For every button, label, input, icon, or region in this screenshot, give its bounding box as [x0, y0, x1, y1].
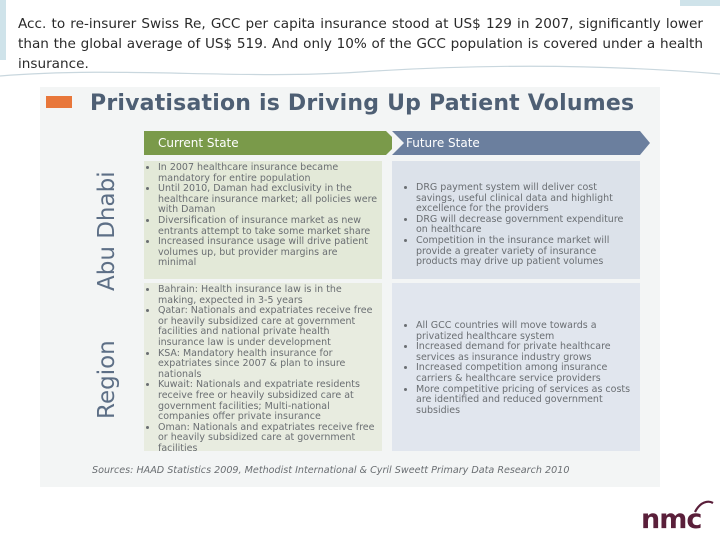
abu-dhabi-future-cell	[392, 161, 640, 279]
region-current-cell	[144, 283, 382, 454]
region-future-cell	[392, 283, 640, 451]
intro-paragraph: Acc. to re-insurer Swiss Re, GCC per capita insurance stood at US$ 129 in 2007, significantly lower than the global average of US$ 519. And only 10% of the GCC population is covered under a health insurance.	[18, 16, 703, 72]
list-item: • Competition in the insurance market will provide a greater variety of insurance products may drive up patient volumes	[416, 236, 634, 268]
list-item: • Diversification of insurance market as new entrants attempt to take some market share	[158, 216, 378, 237]
list-item: • More competitive pricing of services as costs are identified and reduced government subsidies	[416, 385, 634, 417]
list-item: • All GCC countries will move towards a privatized healthcare system	[416, 321, 634, 342]
corner-accent-right	[680, 0, 720, 6]
list-item: • In 2007 healthcare insurance became mandatory for entire population	[158, 163, 378, 184]
arrow-shape	[640, 131, 650, 155]
list-item: • Bahrain: Health insurance law is in the making, expected in 3-5 years	[158, 285, 378, 306]
future-state-label: Future State	[406, 136, 480, 150]
list-item: • DRG payment system will deliver cost savings, useful clinical data and highlight excellence for the providers	[416, 183, 634, 215]
list-item: • Increased demand for private healthcare services as insurance industry grows	[416, 342, 634, 363]
sources-footnote: Sources: HAAD Statistics 2009, Methodist International & Cyril Sweett Primary Data Research 2010	[92, 465, 570, 476]
slide-accent-block	[46, 96, 72, 108]
list-item: • DRG will decrease government expenditure on healthcare	[416, 215, 634, 236]
row-label-abu-dhabi: Abu Dhabi	[94, 171, 120, 291]
list-item: • Until 2010, Daman had exclusivity in the healthcare insurance market; all policies were with Daman	[158, 184, 378, 216]
abu-dhabi-current-cell	[144, 161, 382, 279]
row-label-region: Region	[94, 340, 120, 420]
list-item: • KSA: Mandatory health insurance for expatriates since 2007 & plan to insure nationals	[158, 349, 378, 381]
list-item: • Oman: Nationals and expatriates receive free or heavily subsidized care at government facilities	[158, 423, 378, 455]
list-item: • Increased competition among insurance carriers & healthcare service providers	[416, 363, 634, 384]
nmc-logo: nmc	[641, 504, 702, 535]
logo-swoosh-icon	[694, 500, 714, 514]
future-state-header	[392, 131, 640, 155]
slide-title: Privatisation is Driving Up Patient Volumes	[90, 91, 635, 116]
decorative-wave	[0, 62, 720, 82]
current-state-header	[144, 131, 386, 155]
list-item: • Qatar: Nationals and expatriates receive free or heavily subsidized care at government facilities and national private health insurance law is under development	[158, 306, 378, 348]
list-item: • Increased insurance usage will drive patient volumes up, but provider margins are minimal	[158, 237, 378, 269]
corner-accent-left	[0, 0, 6, 60]
embedded-slide	[40, 87, 660, 487]
list-item: • Kuwait: Nationals and expatriate residents receive free or heavily subsidized care at government facilities; Multi-national companies offer private insurance	[158, 380, 378, 422]
current-state-label: Current State	[158, 136, 239, 150]
